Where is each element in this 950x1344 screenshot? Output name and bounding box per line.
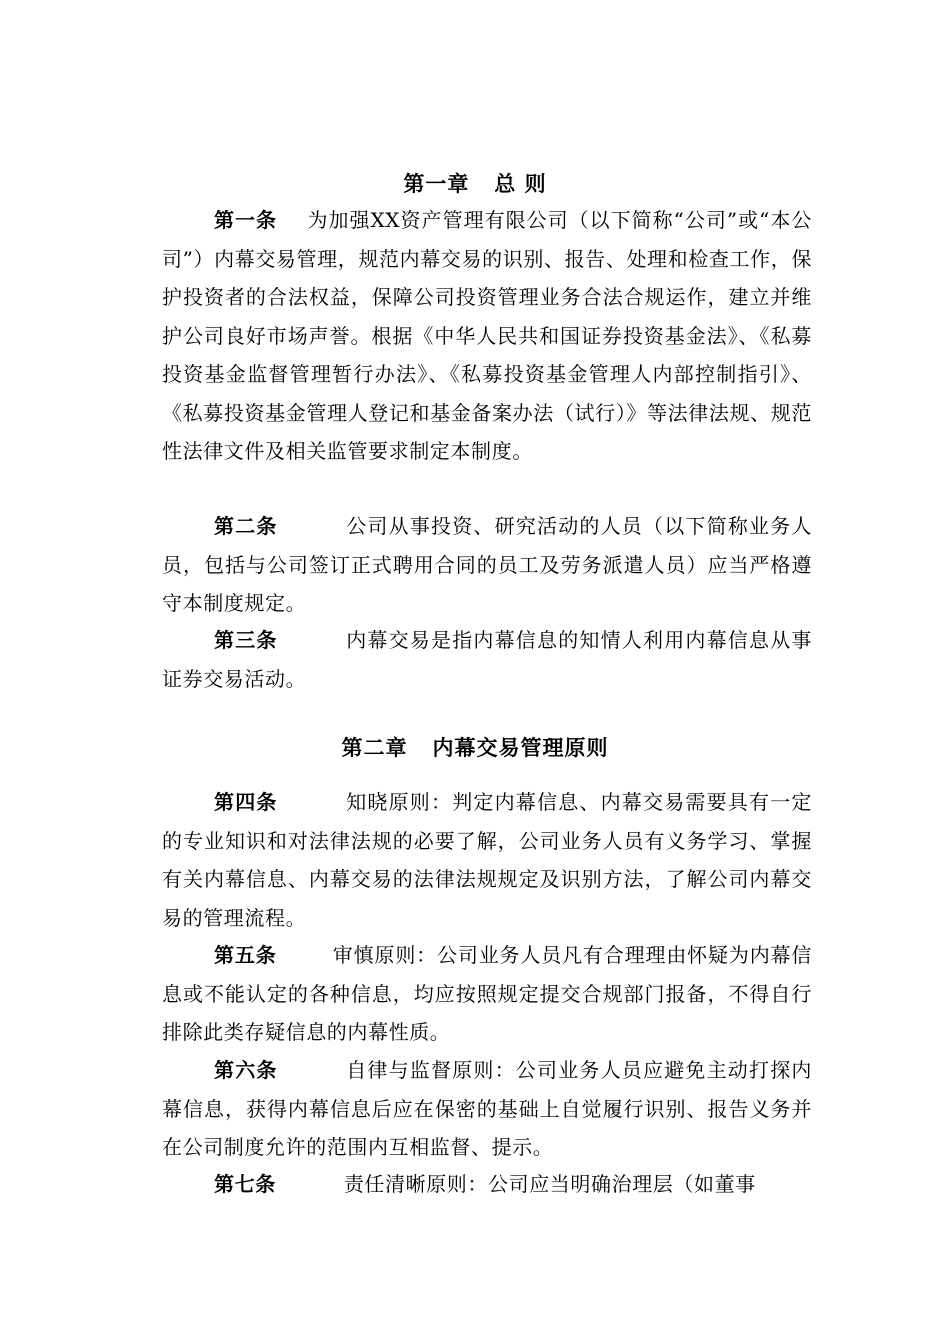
chapter-2-title: 第二章 内幕交易管理原则 [341,735,609,760]
chapter-1-title: 第一章 总 则 [403,171,547,196]
article-6-number: 第六条 [214,1058,278,1082]
article-1-text: 为加强XX资产管理有限公司（以下简称“公司”或“本公司”）内幕交易管理，规范内幕交易的识别、报告、处理和检查工作，保护投资者的合法权益，保障公司投资管理业务合法合规运作，建立并维护公司良好市场声誉。根据《中华人民共和国证券投资基金法》、《私募投资基金监督管理暂行办法》、《私募投资基金管理人内部控制指引》、《私募投资基金管理人登记和基金备案办法（试行）》等法律法规、规范性法律文件及相关监管要求制定本制度。 [162,208,812,463]
article-4-text: 知晓原则：判定内幕信息、内幕交易需要具有一定的专业知识和对法律法规的必要了解，公司业务人员有义务学习、掌握有关内幕信息、内幕交易的法律法规规定及识别方法，了解公司内幕交易的管理流程。 [162,790,812,930]
article-2 [162,507,812,623]
article-4-number: 第四条 [214,790,278,814]
article-2-text: 公司从事投资、研究活动的人员（以下简称业务人员，包括与公司签订正式聘用合同的员工及劳务派遣人员）应当严格遵守本制度规定。 [162,514,812,615]
article-1-number: 第一条 [214,208,278,232]
article-3 [162,621,812,698]
article-6 [162,1051,812,1167]
article-1 [162,201,812,471]
article-6-text: 自律与监督原则：公司业务人员应避免主动打探内幕信息，获得内幕信息后应在保密的基础上自觉履行识别、报告义务并在公司制度允许的范围内互相监督、提示。 [162,1058,812,1159]
article-7-text: 责任清晰原则：公司应当明确治理层（如董事 [343,1172,756,1196]
article-7-number: 第七条 [214,1172,276,1196]
article-5-text: 审慎原则：公司业务人员凡有合理理由怀疑为内幕信息或不能认定的各种信息，均应按照规定提交合规部门报备，不得自行排除此类存疑信息的内幕性质。 [162,943,812,1044]
article-5 [162,936,812,1052]
article-5-number: 第五条 [214,943,277,967]
article-2-number: 第二条 [214,514,278,538]
article-4 [162,783,812,937]
article-3-text: 内幕交易是指内幕信息的知情人利用内幕信息从事证券交易活动。 [162,628,812,691]
article-7 [162,1165,812,1204]
article-3-number: 第三条 [214,628,278,652]
